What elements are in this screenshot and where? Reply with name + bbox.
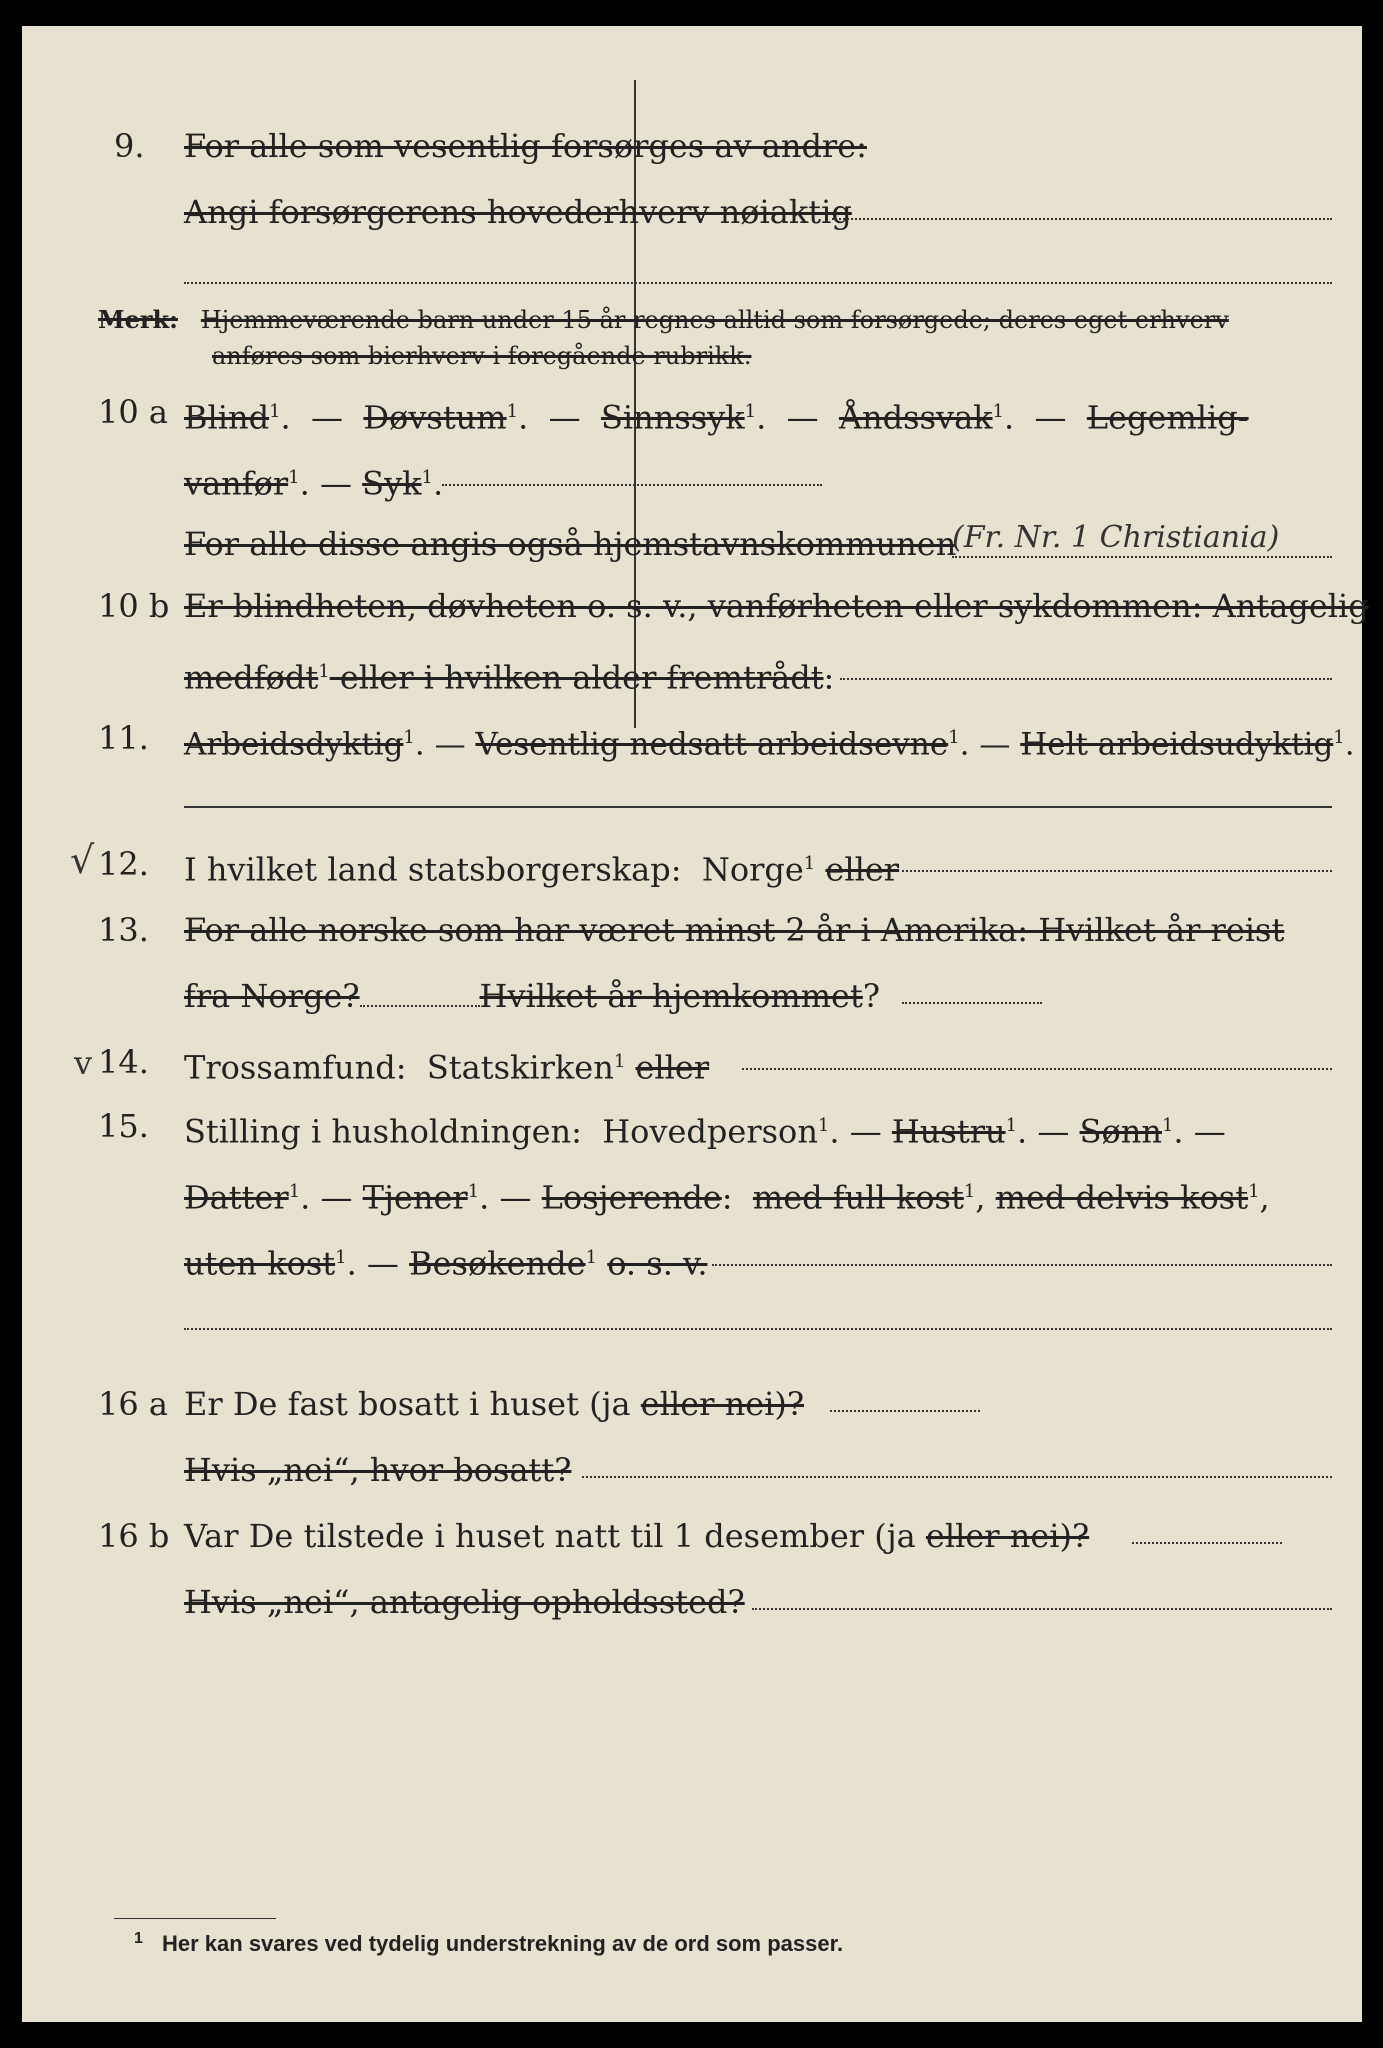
q11-number: 11.: [98, 719, 149, 757]
q11-rule: [184, 806, 1332, 808]
q16a-number: 16 a: [98, 1385, 168, 1423]
q10a-line3: For alle disse angis også hjemstavnskommunen: [184, 525, 957, 563]
q15-answer-line: [712, 1264, 1332, 1266]
check-mark-12: √: [70, 838, 95, 882]
census-form-page: [22, 26, 1369, 2022]
q15-line3: uten kost$^1$. — Besøkende$^1$ o. s. v.: [184, 1244, 708, 1283]
q10b-number: 10 b: [98, 587, 170, 625]
q14-number: 14.: [98, 1043, 149, 1081]
check-mark-14: v: [74, 1044, 93, 1082]
q13-line2: fra Norge? Hvilket år hjemkommet?: [184, 977, 880, 1015]
q9-answer-line-2: [184, 282, 1332, 284]
q11-line: Arbeidsdyktig$^1$. — Vesentlig nedsatt arbeidsevne$^1$. — Helt arbeidsudyktig$^1$.: [184, 726, 1355, 763]
q9-line1: For alle som vesentlig forsørges av andre:: [184, 127, 867, 165]
q14-line: Trossamfund: Statskirken$^1$ eller: [184, 1048, 710, 1087]
q10b-answer-line: [840, 678, 1332, 680]
q9-line2: Angi forsørgerens hovederhverv nøiaktig: [184, 193, 852, 231]
q9-number: 9.: [114, 127, 145, 165]
q14-answer-line: [742, 1068, 1332, 1070]
q13-line1: For alle norske som har været minst 2 år i Amerika: Hvilket år reist: [184, 911, 1285, 949]
handwritten-hjemstavn: (Fr. Nr. 1 Christiania): [952, 520, 1280, 555]
q16b-location-line: [752, 1608, 1332, 1610]
q15-number: 15.: [98, 1107, 149, 1145]
q10a-number: 10 a: [98, 393, 168, 431]
q15-line1: Stilling i husholdningen: Hovedperson$^1$. — Hustru$^1$. — Sønn$^1$. —: [184, 1112, 1226, 1151]
q10a-answer-line: [442, 484, 822, 486]
footnote-text: Her kan svares ved tydelig understrekning av de ord som passer.: [162, 1931, 844, 1956]
q16a-line2: Hvis „nei“, hvor bosatt?: [184, 1451, 572, 1489]
q12-number: 12.: [98, 845, 149, 883]
q16b-answer-line: [1132, 1542, 1282, 1544]
q10a-hjemstavn-line: [952, 556, 1332, 558]
q16a-line1: Er De fast bosatt i huset (ja eller nei)?: [184, 1385, 805, 1423]
merk-line1: Merk: Hjemmeværende barn under 15 år regnes alltid som forsørgede; deres eget erhverv: [98, 305, 1229, 334]
footnote-rule: [114, 1918, 276, 1919]
q9-answer-line: [832, 218, 1332, 220]
q16b-line2: Hvis „nei“, antagelig opholdssted?: [184, 1583, 745, 1621]
q10a-line2: vanfør$^1$. — Syk$^1$.: [184, 464, 444, 503]
q15-answer-line-2: [184, 1328, 1332, 1330]
q16b-number: 16 b: [98, 1517, 170, 1555]
q16a-residence-line: [582, 1476, 1332, 1478]
q12-answer-line: [902, 870, 1332, 872]
footnote-mark: 1: [134, 1930, 143, 1947]
q10b-line1: Er blindheten, døvheten o. s. v., vanførheten eller sykdommen: Antagelig: [184, 587, 1369, 625]
q13-number: 13.: [98, 911, 149, 949]
q10b-line2: medfødt$^1$ eller i hvilken alder fremtrådt:: [184, 658, 835, 697]
merk-line2: anføres som bierhverv i foregående rubrikk.: [212, 342, 752, 370]
q10a-line1: Blind$^1$. — Døvstum$^1$. — Sinnssyk$^1$. — Åndssvak$^1$. — Legemlig-: [184, 398, 1249, 437]
q16a-answer-line: [830, 1410, 980, 1412]
q15-line2: Datter$^1$. — Tjener$^1$. — Losjerende: med full kost$^1$, med delvis kost$^1$,: [184, 1178, 1270, 1217]
q16b-line1: Var De tilstede i huset natt til 1 desember (ja eller nei)?: [184, 1517, 1090, 1555]
q12-line: I hvilket land statsborgerskap: Norge$^1$ eller: [184, 850, 900, 889]
q13-answer-line: [902, 1002, 1042, 1004]
